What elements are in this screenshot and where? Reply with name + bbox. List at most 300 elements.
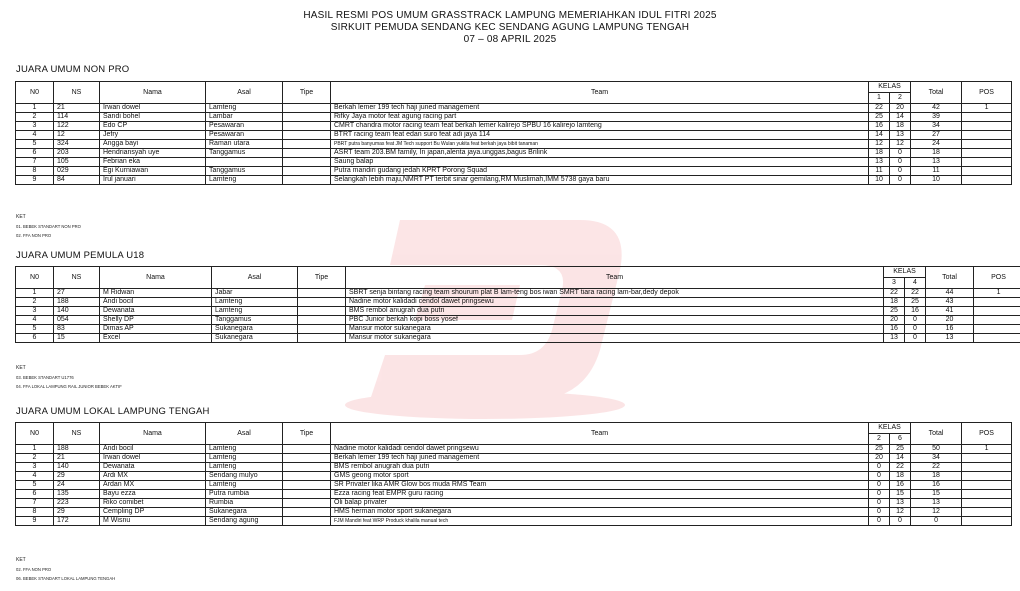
cell-asal: Lambar xyxy=(206,113,283,122)
cell-nama: Ardi MX xyxy=(100,472,206,481)
cell-nama: Egi Kurniawan xyxy=(100,167,206,176)
cell-nama: Ardan MX xyxy=(100,481,206,490)
cell-kelas-1: 0 xyxy=(869,481,890,490)
cell-kelas-2: 22 xyxy=(905,289,926,298)
cell-kelas-1: 13 xyxy=(869,158,890,167)
cell-no: 5 xyxy=(16,140,54,149)
cell-total: 13 xyxy=(911,499,962,508)
cell-total: 16 xyxy=(926,325,974,334)
cell-kelas-2: 0 xyxy=(890,158,911,167)
cell-kelas-2: 13 xyxy=(890,131,911,140)
cell-tipe xyxy=(283,463,331,472)
cell-nama: Jefry xyxy=(100,131,206,140)
cell-no: 1 xyxy=(16,289,54,298)
cell-asal: Sukanegara xyxy=(212,334,298,343)
table-row xyxy=(16,298,1020,307)
cell-asal: Pesawaran xyxy=(206,122,283,131)
cell-kelas-1: 0 xyxy=(869,472,890,481)
kelas-2: 2 xyxy=(890,93,911,104)
cell-team: Oli balap privater xyxy=(331,499,869,508)
cell-ns: 054 xyxy=(54,316,100,325)
cell-pos: 1 xyxy=(974,289,1020,298)
cell-no: 2 xyxy=(16,454,54,463)
col-total: Total xyxy=(926,267,974,289)
table-row xyxy=(16,490,1012,499)
ket-notes xyxy=(16,364,122,391)
cell-ns: 105 xyxy=(54,158,100,167)
cell-nama: Hendriansyah uye xyxy=(100,149,206,158)
cell-no: 7 xyxy=(16,499,54,508)
cell-pos: 1 xyxy=(962,104,1012,113)
ket-item: 06. BEBEK STANDART LOKAL LAMPUNG TENGAH xyxy=(16,576,116,581)
cell-tipe xyxy=(298,289,346,298)
cell-total: 11 xyxy=(911,167,962,176)
cell-nama: Dewanata xyxy=(100,463,206,472)
cell-asal: Sukanegara xyxy=(206,508,283,517)
table-row xyxy=(16,499,1012,508)
cell-no: 9 xyxy=(16,517,54,526)
cell-ns: 24 xyxy=(54,481,100,490)
cell-total: 0 xyxy=(911,517,962,526)
table-row xyxy=(16,131,1012,140)
cell-pos xyxy=(962,463,1012,472)
col-pos: POS xyxy=(962,82,1012,104)
cell-total: 20 xyxy=(926,316,974,325)
table-row xyxy=(16,445,1012,454)
col-total: Total xyxy=(911,423,962,445)
table-row xyxy=(16,307,1020,316)
cell-tipe xyxy=(298,325,346,334)
table-row xyxy=(16,334,1020,343)
cell-nama: Cempling DP xyxy=(100,508,206,517)
cell-team: Mansur motor sukanegara xyxy=(346,325,884,334)
cell-total: 39 xyxy=(911,113,962,122)
cell-kelas-1: 20 xyxy=(869,454,890,463)
cell-pos xyxy=(974,298,1020,307)
cell-team: Mansur motor sukanegara xyxy=(346,334,884,343)
cell-pos xyxy=(962,158,1012,167)
cell-pos xyxy=(962,499,1012,508)
cell-no: 1 xyxy=(16,104,54,113)
cell-kelas-2: 13 xyxy=(890,499,911,508)
cell-total: 43 xyxy=(926,298,974,307)
cell-tipe xyxy=(283,149,331,158)
cell-ns: 21 xyxy=(54,104,100,113)
cell-no: 6 xyxy=(16,149,54,158)
cell-kelas-2: 16 xyxy=(890,481,911,490)
cell-tipe xyxy=(283,122,331,131)
ket-item: 02. FFA NON PRO xyxy=(16,567,52,572)
cell-nama: Irul januari xyxy=(100,176,206,185)
cell-ns: 188 xyxy=(54,445,100,454)
cell-kelas-2: 14 xyxy=(890,454,911,463)
col-tipe: Tipe xyxy=(298,267,346,289)
cell-asal: Sukanegara xyxy=(212,325,298,334)
ket-label: KET xyxy=(16,557,26,563)
cell-asal: Jabar xyxy=(212,289,298,298)
cell-no: 3 xyxy=(16,307,54,316)
cell-tipe xyxy=(283,445,331,454)
cell-team: Nadine motor kalidadi cendol dawet pringsewu xyxy=(331,445,869,454)
ket-item: 04. FFA LOKAL LAMPUNG RAIL JUNIOR BEBEK AKTIF xyxy=(16,384,122,389)
cell-pos xyxy=(962,131,1012,140)
col-asal: Asal xyxy=(206,82,283,104)
table-row xyxy=(16,176,1012,185)
cell-kelas-1: 12 xyxy=(869,140,890,149)
cell-no: 6 xyxy=(16,334,54,343)
cell-team: CMRT chandra motor racing team feat berkah lemer kalirejo SPBU 16 kalirejo lamteng xyxy=(331,122,869,131)
cell-ns: 172 xyxy=(54,517,100,526)
cell-kelas-1: 0 xyxy=(869,517,890,526)
cell-team: Berkah lemer 199 tech haji juned management xyxy=(331,454,869,463)
table-row xyxy=(16,472,1012,481)
cell-pos xyxy=(962,167,1012,176)
cell-total: 18 xyxy=(911,149,962,158)
header-title: HASIL RESMI POS UMUM GRASSTRACK LAMPUNG MEMERIAHKAN IDUL FITRI 2025 xyxy=(303,10,717,21)
cell-ns: 122 xyxy=(54,122,100,131)
cell-team: PBC Junior berkah kopi boss yosef xyxy=(346,316,884,325)
cell-no: 8 xyxy=(16,167,54,176)
cell-tipe xyxy=(283,472,331,481)
cell-pos xyxy=(962,517,1012,526)
table-row xyxy=(16,316,1020,325)
kelas-1: 3 xyxy=(884,278,905,289)
cell-asal: Rumbia xyxy=(206,499,283,508)
cell-kelas-1: 25 xyxy=(869,113,890,122)
col-pos: POS xyxy=(974,267,1020,289)
cell-team: GMS geong motor sport xyxy=(331,472,869,481)
cell-total: 42 xyxy=(911,104,962,113)
col-tipe: Tipe xyxy=(283,423,331,445)
cell-kelas-1: 10 xyxy=(869,176,890,185)
cell-total: 10 xyxy=(911,176,962,185)
cell-pos xyxy=(962,113,1012,122)
cell-tipe xyxy=(283,481,331,490)
col-tipe: Tipe xyxy=(283,82,331,104)
cell-pos xyxy=(962,140,1012,149)
cell-pos xyxy=(974,334,1020,343)
cell-kelas-1: 0 xyxy=(869,499,890,508)
cell-team: BTRT racing team feat edan suro feat adi jaya 114 xyxy=(331,131,869,140)
cell-nama: Febrian eka xyxy=(100,158,206,167)
table-row xyxy=(16,481,1012,490)
cell-nama: M Ridwan xyxy=(100,289,212,298)
cell-team: Ezza racing feat EMPR guru racing xyxy=(331,490,869,499)
cell-total: 24 xyxy=(911,140,962,149)
cell-asal: Lamteng xyxy=(206,481,283,490)
cell-kelas-2: 18 xyxy=(890,122,911,131)
cell-ns: 140 xyxy=(54,307,100,316)
table-row xyxy=(16,454,1012,463)
ket-label: KET xyxy=(16,365,26,371)
cell-no: 8 xyxy=(16,508,54,517)
cell-kelas-2: 18 xyxy=(890,472,911,481)
col-nama: Nama xyxy=(100,82,206,104)
col-ns: NS xyxy=(54,423,100,445)
col-no: N0 xyxy=(16,423,54,445)
cell-kelas-1: 0 xyxy=(869,490,890,499)
table-row xyxy=(16,140,1012,149)
cell-team: ASRT team 203.BM family, In japan,alenta jaya.unggas,bagus Brilink xyxy=(331,149,869,158)
cell-pos xyxy=(962,176,1012,185)
cell-tipe xyxy=(283,454,331,463)
col-no: N0 xyxy=(16,82,54,104)
cell-nama: M Wisnu xyxy=(100,517,206,526)
table-row xyxy=(16,289,1020,298)
cell-tipe xyxy=(283,499,331,508)
cell-total: 18 xyxy=(911,472,962,481)
cell-pos xyxy=(974,325,1020,334)
cell-pos xyxy=(962,508,1012,517)
cell-kelas-2: 0 xyxy=(890,149,911,158)
cell-kelas-1: 25 xyxy=(884,307,905,316)
table-row xyxy=(16,113,1012,122)
cell-tipe xyxy=(283,140,331,149)
cell-kelas-2: 0 xyxy=(905,325,926,334)
cell-asal: Tanggamus xyxy=(212,316,298,325)
cell-asal: Pesawaran xyxy=(206,131,283,140)
cell-pos xyxy=(962,122,1012,131)
table-row xyxy=(16,158,1012,167)
cell-kelas-1: 20 xyxy=(884,316,905,325)
cell-kelas-2: 0 xyxy=(890,167,911,176)
cell-tipe xyxy=(283,176,331,185)
cell-nama: Dimas AP xyxy=(100,325,212,334)
cell-tipe xyxy=(283,131,331,140)
col-nama: Nama xyxy=(100,267,212,289)
cell-nama: Edo CP xyxy=(100,122,206,131)
cell-nama: Dewanata xyxy=(100,307,212,316)
cell-kelas-2: 0 xyxy=(890,176,911,185)
cell-tipe xyxy=(283,517,331,526)
cell-asal: Sendang mulyo xyxy=(206,472,283,481)
cell-total: 41 xyxy=(926,307,974,316)
kelas-1: 2 xyxy=(869,434,890,445)
col-kelas: KELAS xyxy=(869,423,911,434)
ket-item: 02. FFA NON PRO xyxy=(16,233,52,238)
header-venue: SIRKUIT PEMUDA SENDANG KEC SENDANG AGUNG LAMPUNG TENGAH xyxy=(330,22,690,33)
col-no: N0 xyxy=(16,267,54,289)
cell-ns: 21 xyxy=(54,454,100,463)
header-row xyxy=(16,82,1012,93)
cell-ns: 12 xyxy=(54,131,100,140)
cell-kelas-1: 0 xyxy=(869,508,890,517)
cell-ns: 203 xyxy=(54,149,100,158)
cell-kelas-1: 25 xyxy=(869,445,890,454)
section-title: JUARA UMUM LOKAL LAMPUNG TENGAH xyxy=(16,406,210,417)
cell-ns: 84 xyxy=(54,176,100,185)
table-row xyxy=(16,517,1012,526)
cell-ns: 29 xyxy=(54,472,100,481)
col-asal: Asal xyxy=(212,267,298,289)
cell-nama: Riko comibet xyxy=(100,499,206,508)
cell-asal: Tanggamus xyxy=(206,149,283,158)
cell-nama: Andi bocil xyxy=(100,445,206,454)
cell-no: 3 xyxy=(16,463,54,472)
cell-kelas-2: 0 xyxy=(890,517,911,526)
col-asal: Asal xyxy=(206,423,283,445)
col-kelas: KELAS xyxy=(884,267,926,278)
cell-total: 34 xyxy=(911,122,962,131)
col-ns: NS xyxy=(54,82,100,104)
col-pos: POS xyxy=(962,423,1012,445)
cell-nama: Excel xyxy=(100,334,212,343)
cell-no: 3 xyxy=(16,122,54,131)
cell-ns: 135 xyxy=(54,490,100,499)
cell-no: 2 xyxy=(16,113,54,122)
cell-kelas-2: 12 xyxy=(890,140,911,149)
table-row xyxy=(16,463,1012,472)
ket-notes xyxy=(16,556,115,583)
cell-ns: 029 xyxy=(54,167,100,176)
table-row xyxy=(16,122,1012,131)
col-kelas: KELAS xyxy=(869,82,911,93)
cell-no: 5 xyxy=(16,325,54,334)
cell-pos xyxy=(974,307,1020,316)
cell-kelas-1: 16 xyxy=(884,325,905,334)
cell-kelas-2: 15 xyxy=(890,490,911,499)
ket-item: 01. BEBEK STANDART NON PRO xyxy=(16,224,81,229)
cell-kelas-2: 0 xyxy=(905,334,926,343)
cell-pos xyxy=(974,316,1020,325)
col-total: Total xyxy=(911,82,962,104)
results-table xyxy=(15,266,1020,343)
document-header xyxy=(0,10,1020,46)
cell-kelas-2: 25 xyxy=(905,298,926,307)
cell-no: 9 xyxy=(16,176,54,185)
table-row xyxy=(16,325,1020,334)
cell-team: HMS herman motor sport sukanegara xyxy=(331,508,869,517)
cell-tipe xyxy=(298,298,346,307)
cell-tipe xyxy=(298,307,346,316)
cell-total: 12 xyxy=(911,508,962,517)
cell-asal: Lamteng xyxy=(212,307,298,316)
cell-ns: 188 xyxy=(54,298,100,307)
cell-total: 22 xyxy=(911,463,962,472)
col-nama: Nama xyxy=(100,423,206,445)
cell-kelas-2: 16 xyxy=(905,307,926,316)
cell-asal: Lamteng xyxy=(212,298,298,307)
cell-team: BMS rembol anugrah dua putri xyxy=(331,463,869,472)
cell-team: BMS rembol anugrah dua putri xyxy=(346,307,884,316)
cell-team: SR Privater lika AMR Glow bos muda RMS Team xyxy=(331,481,869,490)
cell-kelas-2: 14 xyxy=(890,113,911,122)
cell-pos xyxy=(962,472,1012,481)
cell-total: 50 xyxy=(911,445,962,454)
cell-kelas-1: 18 xyxy=(869,149,890,158)
cell-asal: Sendang agung xyxy=(206,517,283,526)
cell-kelas-1: 14 xyxy=(869,131,890,140)
cell-kelas-1: 18 xyxy=(884,298,905,307)
cell-no: 4 xyxy=(16,472,54,481)
cell-team: Selangkah lebih maju,NMRT PT terbit sinar gemilang,RM Muslimah,IMM 5738 gaya baru xyxy=(331,176,869,185)
section-title: JUARA UMUM PEMULA U18 xyxy=(16,250,145,261)
results-table xyxy=(15,422,1012,526)
cell-kelas-1: 22 xyxy=(869,104,890,113)
cell-asal xyxy=(206,158,283,167)
kelas-1: 1 xyxy=(869,93,890,104)
cell-no: 2 xyxy=(16,298,54,307)
cell-total: 13 xyxy=(926,334,974,343)
cell-no: 4 xyxy=(16,131,54,140)
cell-pos xyxy=(962,454,1012,463)
cell-tipe xyxy=(283,167,331,176)
cell-pos xyxy=(962,481,1012,490)
cell-kelas-1: 13 xyxy=(884,334,905,343)
cell-nama: Andi bocil xyxy=(100,298,212,307)
kelas-2: 4 xyxy=(905,278,926,289)
cell-pos: 1 xyxy=(962,445,1012,454)
table-row xyxy=(16,508,1012,517)
cell-kelas-2: 22 xyxy=(890,463,911,472)
cell-team: PBRT putra banyumas feat JM Tech support Bu Wulan yukita feat berkah jaya bibit tanaman xyxy=(331,140,869,149)
cell-no: 7 xyxy=(16,158,54,167)
cell-tipe xyxy=(283,490,331,499)
cell-asal: Putra rumbia xyxy=(206,490,283,499)
cell-team: Saung balap xyxy=(331,158,869,167)
section-title: JUARA UMUM NON PRO xyxy=(16,64,130,75)
cell-kelas-1: 0 xyxy=(869,463,890,472)
cell-kelas-2: 12 xyxy=(890,508,911,517)
cell-no: 4 xyxy=(16,316,54,325)
table-row xyxy=(16,104,1012,113)
cell-team: FJM Mandiri feat WRP Produck khalila manual tech xyxy=(331,517,869,526)
cell-kelas-2: 25 xyxy=(890,445,911,454)
cell-tipe xyxy=(283,113,331,122)
col-ns: NS xyxy=(54,267,100,289)
col-team: Team xyxy=(331,423,869,445)
cell-asal: Raman utara xyxy=(206,140,283,149)
table-row xyxy=(16,167,1012,176)
cell-total: 15 xyxy=(911,490,962,499)
cell-tipe xyxy=(298,316,346,325)
col-team: Team xyxy=(331,82,869,104)
cell-team: Nadine motor kalidadi cendol dawet pringsewu xyxy=(346,298,884,307)
cell-asal: Lamteng xyxy=(206,104,283,113)
cell-asal: Lamteng xyxy=(206,454,283,463)
cell-nama: Irwan dowel xyxy=(100,454,206,463)
cell-nama: Irwan dowel xyxy=(100,104,206,113)
cell-no: 6 xyxy=(16,490,54,499)
header-row xyxy=(16,423,1012,434)
cell-team: Berkah lemer 199 tech haji juned management xyxy=(331,104,869,113)
ket-notes xyxy=(16,213,81,240)
cell-ns: 27 xyxy=(54,289,100,298)
cell-ns: 83 xyxy=(54,325,100,334)
cell-total: 13 xyxy=(911,158,962,167)
cell-kelas-2: 0 xyxy=(905,316,926,325)
cell-ns: 140 xyxy=(54,463,100,472)
cell-team: Putra mandiri gudang jedah KPRT Porong Squad xyxy=(331,167,869,176)
kelas-2: 6 xyxy=(890,434,911,445)
cell-total: 34 xyxy=(911,454,962,463)
cell-nama: Shelly DP xyxy=(100,316,212,325)
cell-pos xyxy=(962,490,1012,499)
cell-ns: 114 xyxy=(54,113,100,122)
cell-asal: Lamteng xyxy=(206,176,283,185)
cell-total: 27 xyxy=(911,131,962,140)
header-row xyxy=(16,267,1020,278)
cell-ns: 223 xyxy=(54,499,100,508)
cell-team: SBRT senja bintang racing team shourum plat B lam-teng bos iwan SMRT tiara racing lam-bar,dedy depok xyxy=(346,289,884,298)
cell-kelas-2: 20 xyxy=(890,104,911,113)
cell-tipe xyxy=(283,158,331,167)
cell-team: Rifky Jaya motor feat agung racing part xyxy=(331,113,869,122)
cell-tipe xyxy=(283,104,331,113)
cell-kelas-1: 22 xyxy=(884,289,905,298)
cell-ns: 324 xyxy=(54,140,100,149)
cell-pos xyxy=(962,149,1012,158)
